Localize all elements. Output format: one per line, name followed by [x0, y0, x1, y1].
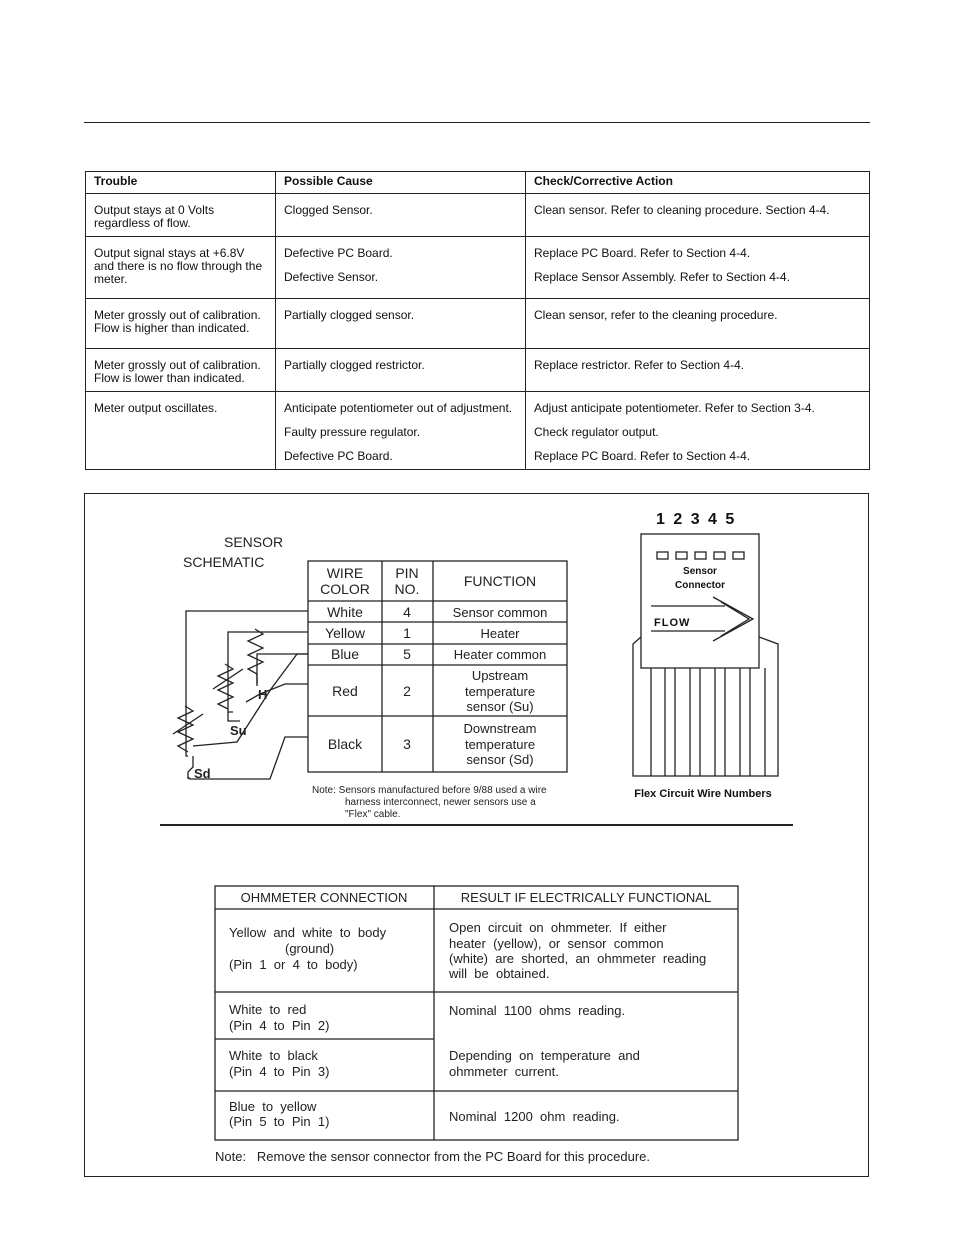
action-cell: Clean sensor. Refer to cleaning procedure. Section 4-4.	[526, 194, 870, 237]
ohm-header-connection: OHMMETER CONNECTION	[240, 890, 408, 905]
flow-arrow	[713, 597, 753, 641]
function-blue: Heater common	[453, 647, 547, 662]
header-corrective-action: Check/Corrective Action	[526, 172, 870, 194]
function-white: Sensor common	[452, 605, 548, 620]
ohm-conn-4b: (Pin 5 to Pin 1)	[229, 1114, 330, 1129]
function-yellow: Heater	[480, 626, 520, 641]
action-cell: Replace restrictor. Refer to Section 4-4.	[526, 349, 870, 392]
ohm-header-result: RESULT IF ELECTRICALLY FUNCTIONAL	[460, 890, 712, 905]
schematic-note-line3: "Flex" cable.	[345, 809, 401, 820]
sensor-test-figure	[84, 493, 869, 1177]
ohm-conn-3a: White to black	[229, 1048, 318, 1063]
ohm-result-1a: Open circuit on ohmmeter. If either	[449, 920, 667, 935]
cause-cell: Anticipate potentiometer out of adjustment. Faulty pressure regulator. Defective PC Board.	[276, 392, 526, 470]
cause-cell: Clogged Sensor.	[276, 194, 526, 237]
connector-pin-4	[714, 552, 725, 559]
ohm-conn-4a: Blue to yellow	[229, 1099, 317, 1114]
sensor-connector-body	[641, 534, 759, 668]
wire-color-white: White	[327, 604, 363, 620]
schematic-note-line2: harness interconnect, newer sensors use a	[345, 797, 536, 808]
ohm-result-1b: heater (yellow), or sensor common	[449, 936, 664, 951]
action-cell: Clean sensor, refer to the cleaning procedure.	[526, 299, 870, 349]
wire-color-yellow: Yellow	[325, 625, 365, 641]
pin-yellow: 1	[403, 625, 411, 641]
ohm-result-1c: (white) are shorted, an ohmmeter reading	[449, 951, 707, 966]
cause-cell: Partially clogged sensor.	[276, 299, 526, 349]
pin-black: 3	[403, 736, 411, 752]
trouble-cell: Output stays at 0 Volts regardless of flow.	[86, 194, 276, 237]
header-trouble: Trouble	[86, 172, 276, 194]
table-row	[86, 194, 870, 237]
pin-white: 4	[403, 604, 411, 620]
header-wire-color-2: COLOR	[320, 581, 370, 597]
connector-pin-numbers: 1 2 3 4 5	[656, 511, 737, 528]
su-resistor	[218, 664, 233, 709]
connector-label-1: Sensor	[683, 566, 717, 577]
connector-label-2: Connector	[675, 580, 725, 591]
header-pin: PIN	[395, 565, 419, 581]
ohm-conn-1b: (ground)	[285, 941, 335, 956]
ohm-result-1d: will be obtained.	[449, 966, 550, 981]
troubleshooting-table	[85, 171, 870, 470]
function-black-2: temperature	[464, 737, 536, 752]
ohm-conn-2b: (Pin 4 to Pin 2)	[229, 1018, 330, 1033]
figure-drawing	[85, 494, 870, 1178]
trouble-cell: Meter output oscillates.	[86, 392, 276, 470]
header-pin-2: NO.	[394, 581, 420, 597]
wire-color-blue: Blue	[330, 646, 360, 662]
header-wire-color: WIRE	[326, 565, 364, 581]
ohm-conn-2a: White to red	[229, 1002, 307, 1017]
connector-pin-5	[733, 552, 744, 559]
function-black-1: Downstream	[463, 721, 537, 736]
wire-color-black: Black	[327, 736, 363, 752]
trouble-cell: Meter grossly out of calibration. Flow is higher than indicated.	[86, 299, 276, 349]
schematic-title-line1: SENSOR	[224, 534, 284, 550]
connector-pin-1	[657, 552, 668, 559]
label-su: Su	[230, 723, 247, 738]
connector-pin-3	[695, 552, 706, 559]
label-sd: Sd	[194, 766, 211, 781]
wire-color-red: Red	[332, 683, 358, 699]
table-header-row	[86, 172, 870, 194]
trouble-cell: Output signal stays at +6.8V and there is no flow through the meter.	[86, 237, 276, 299]
heater-resistor	[248, 629, 263, 686]
ohm-conn-3b: (Pin 4 to Pin 3)	[229, 1064, 330, 1079]
table-row	[86, 299, 870, 349]
connector-caption: Flex Circuit Wire Numbers	[634, 788, 772, 800]
header-function: FUNCTION	[463, 573, 537, 589]
ohm-result-3b: ohmmeter current.	[449, 1064, 559, 1079]
function-red-1: Upstream	[471, 668, 529, 683]
header-rule	[84, 122, 870, 123]
flow-label: FLOW	[654, 617, 691, 629]
ohm-conn-1a: Yellow and white to body	[229, 925, 387, 940]
schematic-note-line1: Note: Sensors manufactured before 9/88 used a wire	[312, 785, 547, 796]
cause-cell: Defective PC Board. Defective Sensor.	[276, 237, 526, 299]
function-red-3: sensor (Su)	[466, 699, 534, 714]
pin-blue: 5	[403, 646, 411, 662]
ohm-result-2: Nominal 1100 ohms reading.	[449, 1003, 626, 1018]
action-cell: Adjust anticipate potentiometer. Refer to Section 3-4. Check regulator output. Replace PC Board. Refer to Section 4-4.	[526, 392, 870, 470]
function-black-3: sensor (Sd)	[466, 752, 534, 767]
table-row	[86, 349, 870, 392]
table-row	[86, 237, 870, 299]
schematic-title-line2: SCHEMATIC	[183, 554, 265, 570]
ohm-result-4: Nominal 1200 ohm reading.	[449, 1109, 620, 1124]
ohm-conn-1c: (Pin 1 or 4 to body)	[229, 957, 358, 972]
trouble-cell: Meter grossly out of calibration. Flow is lower than indicated.	[86, 349, 276, 392]
flex-cable	[633, 637, 778, 776]
header-possible-cause: Possible Cause	[276, 172, 526, 194]
label-h: H	[258, 687, 268, 702]
connector-pin-2	[676, 552, 687, 559]
ohm-note: Note: Remove the sensor connector from the PC Board for this procedure.	[215, 1149, 650, 1164]
action-cell: Replace PC Board. Refer to Section 4-4. Replace Sensor Assembly. Refer to Section 4-4.	[526, 237, 870, 299]
pin-red: 2	[403, 683, 411, 699]
function-red-2: temperature	[464, 684, 536, 699]
ohm-result-3a: Depending on temperature and	[449, 1048, 640, 1063]
table-row	[86, 392, 870, 470]
cause-cell: Partially clogged restrictor.	[276, 349, 526, 392]
